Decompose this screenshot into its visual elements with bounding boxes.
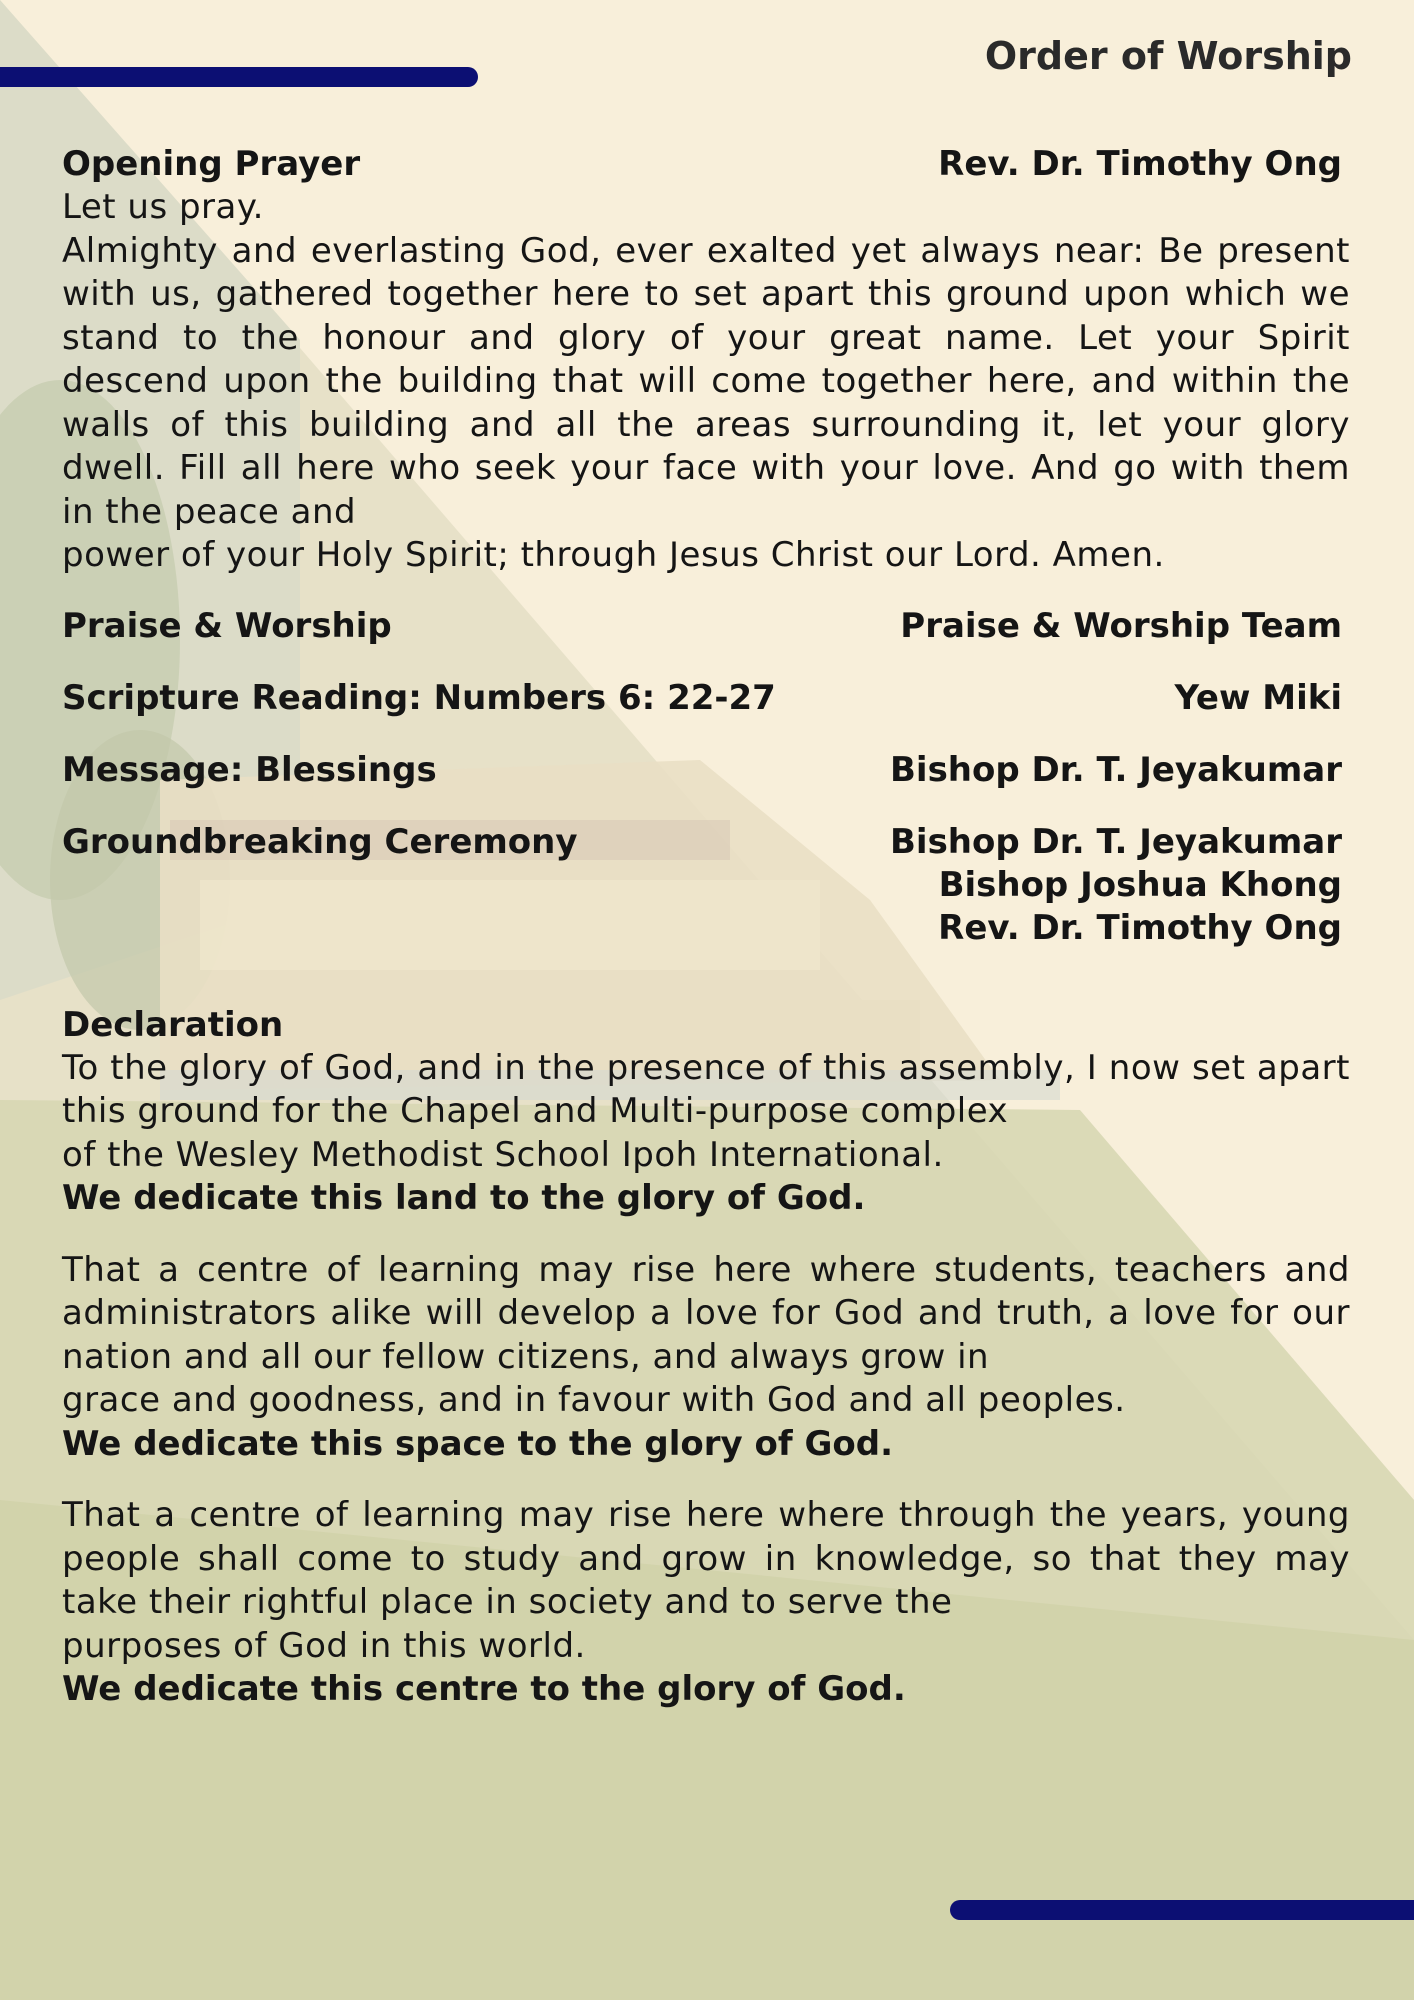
program-item: [62, 821, 1350, 950]
opening-prayer-row: [62, 143, 1350, 186]
declaration-response: We dedicate this space to the glory of God.: [62, 1423, 894, 1464]
opening-prayer-text-end: power of your Holy Spirit; through Jesus Christ our Lord. Amen.: [62, 535, 1165, 575]
declaration-response: We dedicate this land to the glory of God.: [62, 1178, 866, 1218]
declaration-text-end: grace and goodness, and in favour with God and all peoples.: [62, 1380, 1126, 1420]
declaration-text: That a centre of learning may rise here where students, teachers and administrators alike will develop a love for God and truth, a love for our nation and all our fellow citizens, and always grow in: [62, 1249, 1350, 1377]
program-item-leader: Rev. Dr. Timothy Ong: [938, 907, 1342, 948]
program-item-leader: Bishop Dr. T. Jeyakumar: [890, 821, 1342, 862]
opening-prayer-text: Almighty and everlasting God, ever exalted yet always near: Be present with us, gathered together here to set apart this ground upon which we stand to the honour and glory of your great name. Let your Spirit descend upon the building that will come together here, and within the walls of this building and all the areas surrounding it, let your glory dwell. Fill all here who seek your face with your love. And go with them in the peace and: [62, 230, 1350, 532]
bottom-accent-bar: [950, 1900, 1414, 1920]
order-of-worship-content: [62, 143, 1350, 1712]
opening-prayer-label: Opening Prayer: [62, 144, 361, 184]
declaration-text-end: of the Wesley Methodist School Ipoh International.: [62, 1134, 944, 1175]
program-item: [62, 605, 1350, 648]
program-item-leader: Praise & Worship Team: [900, 605, 1342, 646]
page-title: Order of Worship: [984, 34, 1352, 78]
declaration-paragraph: [62, 1494, 1350, 1712]
declaration-paragraph: [62, 1047, 1350, 1221]
declaration-text: To the glory of God, and in the presence of this assembly, I now set apart this ground for the Chapel and Multi-purpose complex: [62, 1047, 1350, 1131]
program-item-label: Praise & Worship: [62, 605, 392, 646]
program-item: [62, 677, 1350, 720]
program-item-label: Scripture Reading: Numbers 6: 22-27: [62, 677, 776, 718]
program-item: [62, 749, 1350, 792]
declaration-response: We dedicate this centre to the glory of God.: [62, 1669, 906, 1709]
program-item-label: Groundbreaking Ceremony: [62, 821, 578, 862]
opening-prayer-intro: Let us pray.: [62, 187, 264, 227]
program-item-leader: Yew Miki: [1174, 677, 1342, 718]
opening-prayer-leader: Rev. Dr. Timothy Ong: [938, 144, 1342, 184]
program-item-leader: Bishop Dr. T. Jeyakumar: [890, 749, 1342, 790]
declaration-text-end: purposes of God in this world.: [62, 1625, 586, 1666]
declaration-text: That a centre of learning may rise here where through the years, young people shall come to study and grow in knowledge, so that they may take their rightful place in society and to serve the: [62, 1495, 1350, 1622]
program-item-leaders: [890, 821, 1350, 950]
top-accent-bar: [0, 67, 478, 87]
program-item-leader: Bishop Joshua Khong: [938, 864, 1342, 905]
declaration-heading: Declaration: [62, 1004, 284, 1045]
declaration-paragraph: [62, 1249, 1350, 1467]
program-item-label: Message: Blessings: [62, 749, 437, 790]
